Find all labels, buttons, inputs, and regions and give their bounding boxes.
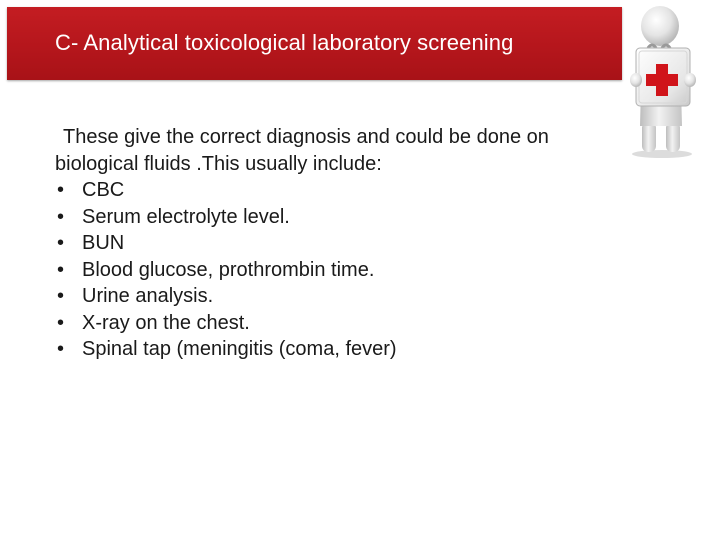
list-item-text: CBC: [82, 179, 125, 201]
intro-text: These give the correct diagnosis and could be done on biological fluids .This usually include:: [55, 126, 549, 175]
bullet-list: [55, 177, 615, 363]
list-item: [55, 177, 615, 204]
bullet-marker: •: [57, 338, 65, 360]
list-item: [55, 283, 615, 310]
bullet-marker: •: [57, 179, 65, 201]
bullet-marker: •: [57, 258, 65, 281]
first-aid-figure-icon: [622, 2, 714, 160]
bullet-marker: •: [57, 205, 65, 228]
title-banner: [7, 7, 622, 80]
intro-paragraph: [55, 124, 615, 177]
slide-body: [55, 124, 615, 363]
list-item-text: BUN: [82, 232, 125, 254]
list-item-text: X-ray on the chest.: [82, 311, 250, 334]
list-item-text: Spinal tap (meningitis (coma, fever): [82, 338, 397, 360]
list-item: [55, 257, 615, 284]
bullet-marker: •: [57, 311, 65, 334]
list-item: [55, 230, 615, 257]
list-item-text: Urine analysis.: [82, 285, 214, 307]
bullet-marker: •: [57, 285, 65, 307]
list-item-text: Blood glucose, prothrombin time.: [82, 258, 375, 281]
list-item: [55, 310, 615, 337]
list-item: [55, 336, 615, 363]
bullet-marker: •: [57, 232, 65, 254]
slide-title: C- Analytical toxicological laboratory screening: [55, 30, 514, 55]
list-item-text: Serum electrolyte level.: [82, 205, 290, 228]
list-item: [55, 204, 615, 231]
